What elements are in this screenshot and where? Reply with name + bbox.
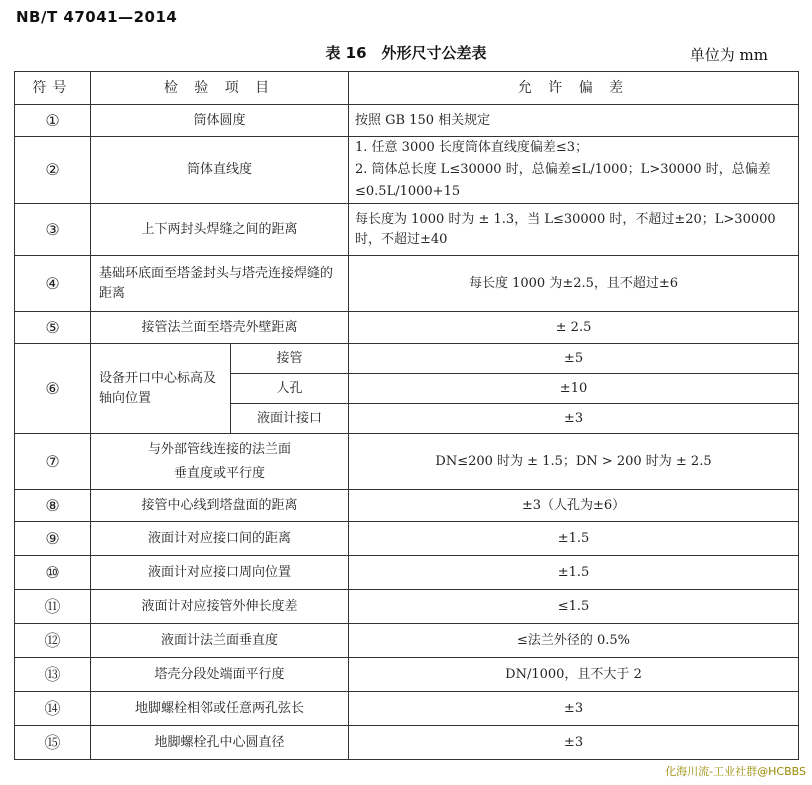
table-row — [15, 624, 799, 658]
row-item: 上下两封头焊缝之间的距离 — [91, 204, 349, 256]
row-tolerance: ±5 — [349, 344, 799, 374]
table-row — [15, 490, 799, 522]
row-item: 筒体圆度 — [91, 105, 349, 137]
row-tolerance: ≤1.5 — [349, 590, 799, 624]
row-tolerance: 按照 GB 150 相关规定 — [349, 105, 799, 137]
row-tolerance — [349, 137, 799, 204]
row-symbol: ⑥ — [15, 344, 91, 434]
table-row — [15, 312, 799, 344]
table-row — [15, 692, 799, 726]
table-row — [15, 137, 799, 204]
table-row — [15, 522, 799, 556]
row-symbol: ① — [15, 105, 91, 137]
row-symbol: ② — [15, 137, 91, 204]
row-item: 液面计法兰面垂直度 — [91, 624, 349, 658]
row-item: 筒体直线度 — [91, 137, 349, 204]
table-row — [15, 590, 799, 624]
row-item: 液面计对应接口周向位置 — [91, 556, 349, 590]
row-symbol: ⑧ — [15, 490, 91, 522]
row-symbol: ⑤ — [15, 312, 91, 344]
table-title: 表 16 外形尺寸公差表 — [325, 44, 487, 62]
row-symbol: ③ — [15, 204, 91, 256]
row-subitem: 人孔 — [231, 374, 349, 404]
row-item: 基础环底面至塔釜封头与塔壳连接焊缝的距离 — [91, 256, 349, 312]
column-header-tolerance: 允 许 偏 差 — [349, 72, 799, 105]
table-row — [15, 434, 799, 490]
row-item — [91, 434, 349, 490]
column-header-symbol: 符号 — [15, 72, 91, 105]
table-row — [15, 256, 799, 312]
watermark: 化海川流-工业社群@HCBBS — [665, 765, 806, 778]
row-tolerance: ±3 — [349, 692, 799, 726]
tolerance-line: 2. 筒体总长度 L≤30000 时，总偏差≤L/1000；L>30000 时，总偏差≤0.5L/1000+15 — [355, 162, 771, 199]
item-line: 与外部管线连接的法兰面 — [148, 441, 292, 457]
table-header-row — [15, 72, 799, 105]
row-item: 地脚螺栓孔中心圆直径 — [91, 726, 349, 760]
row-tolerance: ±1.5 — [349, 522, 799, 556]
table-row — [15, 344, 799, 374]
item-line: 垂直度或平行度 — [174, 465, 266, 481]
column-header-item: 检 验 项 目 — [91, 72, 349, 105]
tolerance-table — [14, 71, 799, 760]
row-symbol: ⑨ — [15, 522, 91, 556]
row-tolerance: 每长度 1000 为±2.5，且不超过±6 — [349, 256, 799, 312]
table-row — [15, 105, 799, 137]
row-tolerance: 每长度为 1000 时为 ± 1.3，当 L≤30000 时，不超过±20；L>30000 时，不超过±40 — [349, 204, 799, 256]
row-symbol: ⑫ — [15, 624, 91, 658]
row-tolerance: ±3 — [349, 726, 799, 760]
row-subitem: 液面计接口 — [231, 404, 349, 434]
row-tolerance: DN≤200 时为 ± 1.5；DN > 200 时为 ± 2.5 — [349, 434, 799, 490]
row-item: 塔壳分段处端面平行度 — [91, 658, 349, 692]
row-symbol: ④ — [15, 256, 91, 312]
row-tolerance: ±1.5 — [349, 556, 799, 590]
row-tolerance: ±3 — [349, 404, 799, 434]
standard-number: NB/T 47041—2014 — [16, 8, 178, 26]
row-item: 接管法兰面至塔壳外壁距离 — [91, 312, 349, 344]
tolerance-line: 1. 任意 3000 长度筒体直线度偏差≤3； — [355, 140, 589, 155]
row-symbol: ⑭ — [15, 692, 91, 726]
row-item: 液面计对应接管外伸长度差 — [91, 590, 349, 624]
row-item: 液面计对应接口间的距离 — [91, 522, 349, 556]
table-row — [15, 556, 799, 590]
table-row — [15, 204, 799, 256]
table-row — [15, 726, 799, 760]
table-row — [15, 658, 799, 692]
row-subitem: 接管 — [231, 344, 349, 374]
row-tolerance: DN/1000，且不大于 2 — [349, 658, 799, 692]
row-tolerance: ±10 — [349, 374, 799, 404]
row-item: 地脚螺栓相邻或任意两孔弦长 — [91, 692, 349, 726]
unit-label: 单位为 mm — [689, 46, 768, 64]
row-tolerance: ± 2.5 — [349, 312, 799, 344]
row-symbol: ⑬ — [15, 658, 91, 692]
row-tolerance: ±3（人孔为±6） — [349, 490, 799, 522]
row-symbol: ⑩ — [15, 556, 91, 590]
row-item: 设备开口中心标高及轴向位置 — [91, 344, 231, 434]
row-item: 接管中心线到塔盘面的距离 — [91, 490, 349, 522]
row-symbol: ⑮ — [15, 726, 91, 760]
row-symbol: ⑪ — [15, 590, 91, 624]
row-symbol: ⑦ — [15, 434, 91, 490]
row-tolerance: ≤法兰外径的 0.5% — [349, 624, 799, 658]
